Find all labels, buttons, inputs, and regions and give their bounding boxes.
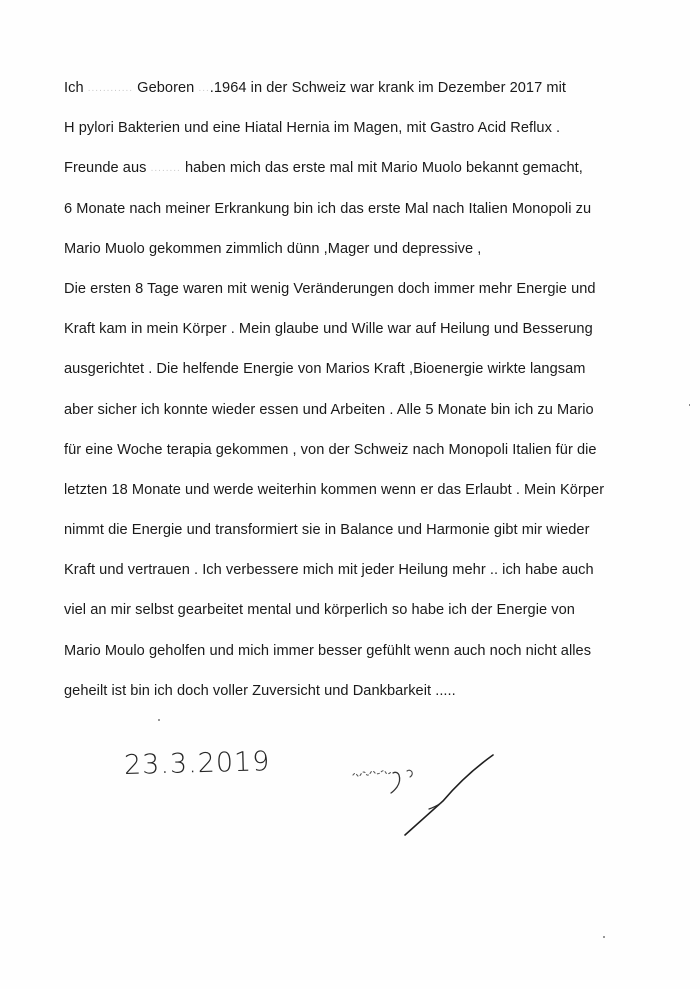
text-segment: letzten 18 Monate und werde weiterhin kommen wenn er das Erlaubt . Mein Körper	[64, 481, 605, 498]
scan-speck	[158, 719, 160, 721]
text-segment: aber sicher ich konnte wieder essen und Arbeiten . Alle 5 Monate bin ich zu Mario	[64, 401, 594, 418]
handwritten-date: 23.3.2019	[123, 746, 271, 781]
text-segment: H pylori Bakterien und eine Hiatal Hernia im Magen, mit Gastro Acid Reflux .	[64, 120, 561, 137]
text-line	[64, 319, 674, 359]
text-line	[64, 600, 674, 640]
text-segment: 6 Monate nach meiner Erkrankung bin ich das erste Mal nach Italien Monopoli zu	[64, 200, 592, 217]
text-line	[64, 279, 674, 319]
scan-speck	[689, 404, 690, 406]
text-line	[64, 199, 674, 239]
redacted-text: ...	[198, 83, 210, 94]
letter-body	[64, 78, 674, 721]
text-segment: haben mich das erste mal mit Mario Muolo bekannt gemacht,	[180, 160, 583, 177]
text-line	[64, 158, 674, 198]
text-line	[64, 239, 674, 279]
text-line	[64, 560, 674, 600]
text-line	[64, 480, 674, 520]
text-line	[64, 118, 674, 158]
text-segment: geheilt ist bin ich doch voller Zuversicht und Dankbarkeit .....	[64, 682, 456, 699]
scan-speck	[603, 936, 605, 938]
text-line	[64, 681, 674, 721]
redacted-text: ............	[87, 83, 134, 94]
text-segment: viel an mir selbst gearbeitet mental und körperlich so habe ich der Energie von	[64, 602, 575, 619]
text-segment: .1964 in der Schweiz war krank im Dezember 2017 mit	[209, 80, 566, 96]
text-segment: Freunde aus	[64, 160, 151, 177]
text-line	[64, 78, 674, 118]
text-line	[64, 400, 674, 440]
text-line	[64, 359, 674, 399]
text-segment: Mario Moulo geholfen und mich immer besser gefühlt wenn auch noch nicht alles	[64, 642, 592, 659]
text-segment: Ich	[64, 80, 88, 96]
signature	[345, 745, 505, 840]
text-segment: Kraft kam in mein Körper . Mein glaube und Wille war auf Heilung und Besserung	[64, 321, 593, 338]
text-line	[64, 440, 674, 480]
redacted-text: ........	[150, 163, 181, 175]
text-segment: nimmt die Energie und transformiert sie in Balance und Harmonie gibt mir wieder	[64, 522, 590, 539]
text-segment: Geboren	[133, 80, 199, 96]
text-line	[64, 641, 674, 681]
text-segment: ausgerichtet . Die helfende Energie von Marios Kraft ,Bioenergie wirkte langsam	[64, 361, 586, 378]
text-segment: Mario Muolo gekommen zimmlich dünn ,Mager und depressive ,	[64, 240, 482, 257]
text-segment: Kraft und vertrauen . Ich verbessere mich mit jeder Heilung mehr .. ich habe auch	[64, 562, 594, 579]
text-segment: Die ersten 8 Tage waren mit wenig Veränderungen doch immer mehr Energie und	[64, 280, 596, 297]
text-segment: für eine Woche terapia gekommen , von der Schweiz nach Monopoli Italien für die	[64, 441, 597, 458]
text-line	[64, 520, 674, 560]
